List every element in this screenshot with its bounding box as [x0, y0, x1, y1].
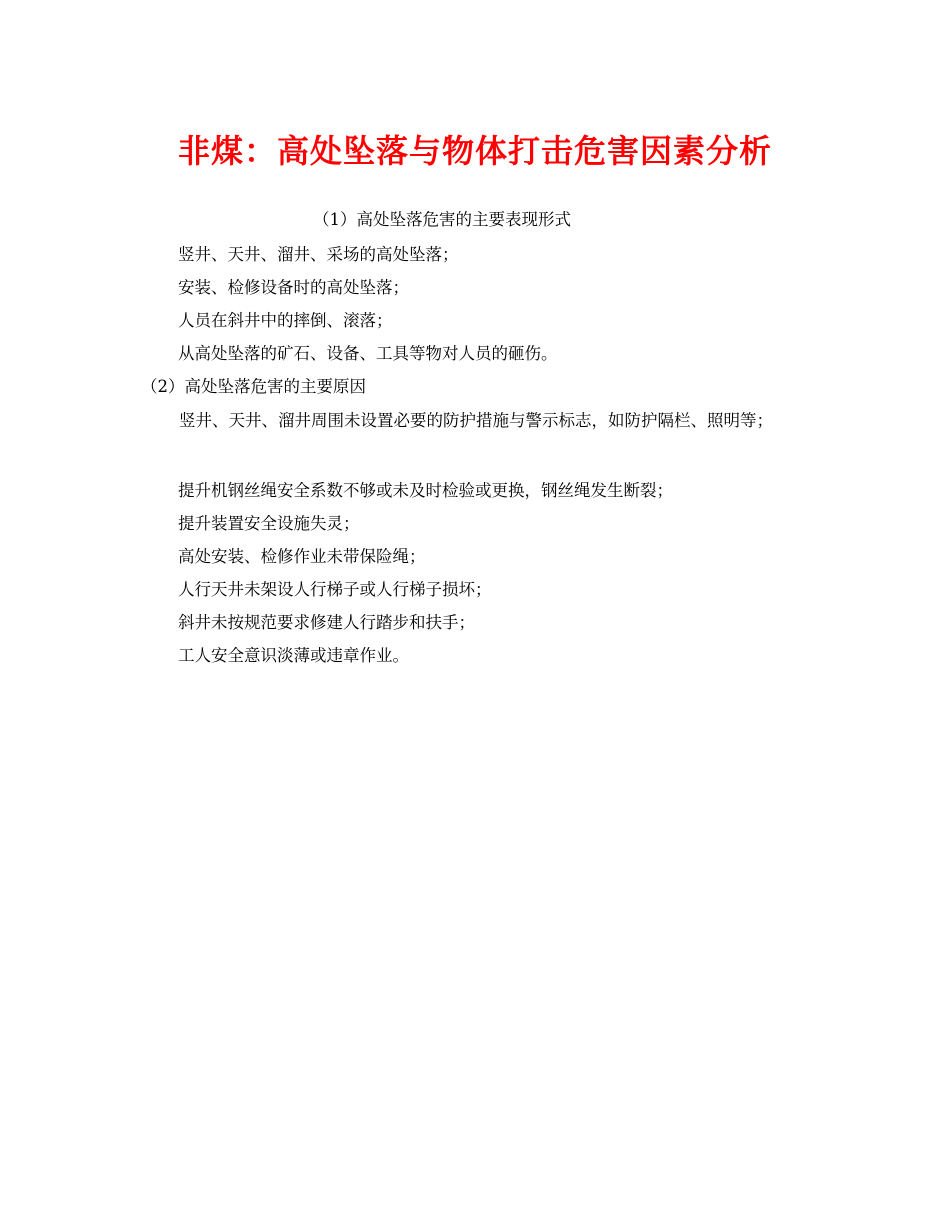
section2-heading: （2）高处坠落危害的主要原因: [141, 377, 366, 396]
section2-item: 提升机钢丝绳安全系数不够或未及时检验或更换，钢丝绳发生断裂；: [178, 481, 673, 500]
section2-item: 人行天井未架设人行梯子或人行梯子损坏；: [178, 580, 492, 599]
section2-item: 提升装置安全设施失灵；: [178, 514, 360, 533]
section1-item: 人员在斜井中的摔倒、滚落；: [178, 311, 393, 330]
section2-item-wrapped: 竖井、天井、溜井周围未设置必要的防护措施与警示标志，如防护隔栏、照明等；: [179, 411, 773, 430]
section2-item: 工人安全意识淡薄或违章作业。: [178, 646, 409, 665]
document-title: 非煤：高处坠落与物体打击危害因素分析: [177, 132, 772, 170]
section1-heading: （1）高处坠落危害的主要表现形式: [313, 210, 571, 229]
section1-item: 从高处坠落的矿石、设备、工具等物对人员的砸伤。: [178, 344, 558, 363]
section1-item: 安装、检修设备时的高处坠落；: [178, 278, 409, 297]
section2-item: 高处安装、检修作业未带保险绳；: [178, 547, 426, 566]
section2-item: 斜井未按规范要求修建人行踏步和扶手；: [178, 613, 475, 632]
section1-item: 竖井、天井、溜井、采场的高处坠落；: [178, 245, 459, 264]
